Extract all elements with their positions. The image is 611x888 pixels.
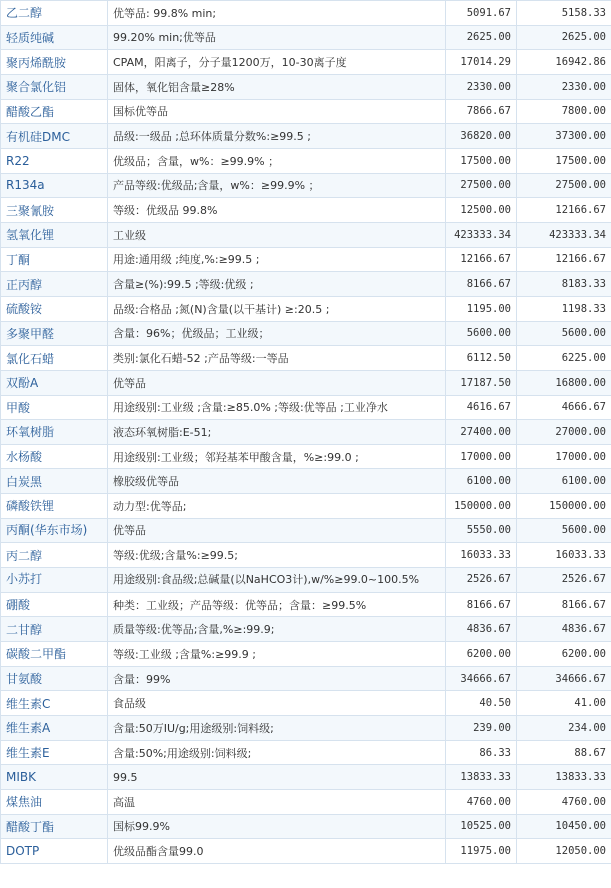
table-row — [1, 74, 611, 99]
table-row — [1, 420, 611, 445]
table-row — [1, 222, 611, 247]
product-name: 醋酸丁酯 — [1, 814, 108, 839]
product-name: 维生素A — [1, 716, 108, 741]
price-current: 16033.33 — [517, 543, 611, 568]
table-row — [1, 99, 611, 124]
table-row — [1, 395, 611, 420]
price-previous: 11975.00 — [446, 839, 517, 864]
table-row — [1, 617, 611, 642]
product-spec: 用途:通用级 ;纯度,%:≥99.5 ; — [108, 247, 446, 272]
product-spec: 用途级别:食品级;总碱量(以NaHCO3计),w/%≥99.0~100.5% — [108, 568, 446, 593]
price-previous: 7866.67 — [446, 99, 517, 124]
product-spec: 含量≥(%):99.5 ;等级:优级 ; — [108, 272, 446, 297]
price-current: 2526.67 — [517, 568, 611, 593]
price-current: 4666.67 — [517, 395, 611, 420]
product-name: 甲酸 — [1, 395, 108, 420]
table-row — [1, 765, 611, 790]
price-previous: 4836.67 — [446, 617, 517, 642]
price-previous: 17014.29 — [446, 50, 517, 75]
price-current: 423333.34 — [517, 222, 611, 247]
product-spec: 工业级 — [108, 222, 446, 247]
table-row — [1, 173, 611, 198]
product-name: 二甘醇 — [1, 617, 108, 642]
product-name: 环氧树脂 — [1, 420, 108, 445]
product-name: 甘氨酸 — [1, 666, 108, 691]
product-spec: 质量等级:优等品;含量,%≥:99.9; — [108, 617, 446, 642]
product-spec: 优等品 — [108, 370, 446, 395]
price-previous: 17500.00 — [446, 148, 517, 173]
table-row — [1, 518, 611, 543]
price-previous: 10525.00 — [446, 814, 517, 839]
price-previous: 12500.00 — [446, 198, 517, 223]
product-spec: CPAM，阳离子，分子量1200万，10-30离子度 — [108, 50, 446, 75]
price-previous: 150000.00 — [446, 494, 517, 519]
price-previous: 2330.00 — [446, 74, 517, 99]
table-row — [1, 716, 611, 741]
table-row — [1, 666, 611, 691]
product-spec: 含量：96%；优级品；工业级； — [108, 321, 446, 346]
price-current: 234.00 — [517, 716, 611, 741]
price-previous: 5091.67 — [446, 1, 517, 26]
price-current: 12166.67 — [517, 247, 611, 272]
price-previous: 2526.67 — [446, 568, 517, 593]
price-current: 37300.00 — [517, 124, 611, 149]
product-spec: 含量:50万IU/g;用途级别:饲料级; — [108, 716, 446, 741]
product-name: 煤焦油 — [1, 790, 108, 815]
price-previous: 34666.67 — [446, 666, 517, 691]
table-row — [1, 740, 611, 765]
price-current: 6100.00 — [517, 469, 611, 494]
price-current: 17500.00 — [517, 148, 611, 173]
product-spec: 含量：99% — [108, 666, 446, 691]
price-previous: 40.50 — [446, 691, 517, 716]
product-name: 丙酮(华东市场) — [1, 518, 108, 543]
price-current: 27500.00 — [517, 173, 611, 198]
table-row — [1, 790, 611, 815]
product-spec: 用途级别:工业级 ;含量:≥85.0% ;等级:优等品 ;工业净水 — [108, 395, 446, 420]
price-current: 12050.00 — [517, 839, 611, 864]
product-spec: 橡胶级优等品 — [108, 469, 446, 494]
price-previous: 27500.00 — [446, 173, 517, 198]
product-name: 双酚A — [1, 370, 108, 395]
price-previous: 4616.67 — [446, 395, 517, 420]
table-row — [1, 25, 611, 50]
price-previous: 86.33 — [446, 740, 517, 765]
table-row — [1, 321, 611, 346]
product-spec: 品级:一级品 ;总环体质量分数%:≥99.5 ; — [108, 124, 446, 149]
price-current: 4836.67 — [517, 617, 611, 642]
price-current: 12166.67 — [517, 198, 611, 223]
product-spec: 优级品；含量，w%：≥99.9% ； — [108, 148, 446, 173]
table-row — [1, 370, 611, 395]
table-row — [1, 691, 611, 716]
price-current: 150000.00 — [517, 494, 611, 519]
product-name: MIBK — [1, 765, 108, 790]
price-current: 27000.00 — [517, 420, 611, 445]
table-row — [1, 198, 611, 223]
table-row — [1, 642, 611, 667]
product-name: DOTP — [1, 839, 108, 864]
product-name: 维生素C — [1, 691, 108, 716]
price-previous: 5600.00 — [446, 321, 517, 346]
price-current: 6200.00 — [517, 642, 611, 667]
price-previous: 6200.00 — [446, 642, 517, 667]
table-row — [1, 814, 611, 839]
product-name: 硫酸铵 — [1, 296, 108, 321]
table-row — [1, 124, 611, 149]
product-spec: 固体，氧化铝含量≥28% — [108, 74, 446, 99]
product-spec: 种类：工业级；产品等级：优等品；含量：≥99.5% — [108, 592, 446, 617]
price-previous: 17187.50 — [446, 370, 517, 395]
price-current: 10450.00 — [517, 814, 611, 839]
table-row — [1, 568, 611, 593]
product-name: 正丙醇 — [1, 272, 108, 297]
price-current: 5158.33 — [517, 1, 611, 26]
product-name: 醋酸乙酯 — [1, 99, 108, 124]
table-row — [1, 247, 611, 272]
product-spec: 类别:氯化石蜡-52 ;产品等级:一等品 — [108, 346, 446, 371]
product-spec: 优等品 — [108, 518, 446, 543]
product-spec: 99.5 — [108, 765, 446, 790]
price-current: 2625.00 — [517, 25, 611, 50]
product-spec: 高温 — [108, 790, 446, 815]
table-row — [1, 444, 611, 469]
price-current: 41.00 — [517, 691, 611, 716]
price-current: 1198.33 — [517, 296, 611, 321]
price-current: 6225.00 — [517, 346, 611, 371]
product-spec: 含量:50%;用途级别:饲料级; — [108, 740, 446, 765]
table-row — [1, 469, 611, 494]
price-previous: 17000.00 — [446, 444, 517, 469]
product-name: 磷酸铁锂 — [1, 494, 108, 519]
price-previous: 27400.00 — [446, 420, 517, 445]
price-current: 8166.67 — [517, 592, 611, 617]
table-row — [1, 272, 611, 297]
table-row — [1, 494, 611, 519]
product-spec: 动力型:优等品; — [108, 494, 446, 519]
price-current: 17000.00 — [517, 444, 611, 469]
product-name: 水杨酸 — [1, 444, 108, 469]
product-spec: 国标99.9% — [108, 814, 446, 839]
product-spec: 等级：优级品 99.8% — [108, 198, 446, 223]
product-spec: 品级:合格品 ;氮(N)含量(以干基计) ≥:20.5 ; — [108, 296, 446, 321]
product-name: 白炭黑 — [1, 469, 108, 494]
price-previous: 239.00 — [446, 716, 517, 741]
product-name: 多聚甲醛 — [1, 321, 108, 346]
product-name: 氯化石蜡 — [1, 346, 108, 371]
product-name: R134a — [1, 173, 108, 198]
price-previous: 16033.33 — [446, 543, 517, 568]
table-row — [1, 543, 611, 568]
table-row — [1, 592, 611, 617]
price-previous: 8166.67 — [446, 272, 517, 297]
price-current: 34666.67 — [517, 666, 611, 691]
price-current: 13833.33 — [517, 765, 611, 790]
product-name: 碳酸二甲酯 — [1, 642, 108, 667]
price-previous: 13833.33 — [446, 765, 517, 790]
price-previous: 5550.00 — [446, 518, 517, 543]
product-spec: 液态环氧树脂:E-51; — [108, 420, 446, 445]
product-spec: 99.20% min;优等品 — [108, 25, 446, 50]
price-current: 2330.00 — [517, 74, 611, 99]
table-row — [1, 50, 611, 75]
product-spec: 等级:优级;含量%:≥99.5; — [108, 543, 446, 568]
product-name: 聚丙烯酰胺 — [1, 50, 108, 75]
product-spec: 食品级 — [108, 691, 446, 716]
price-current: 5600.00 — [517, 518, 611, 543]
price-previous: 1195.00 — [446, 296, 517, 321]
price-current: 4760.00 — [517, 790, 611, 815]
price-previous: 2625.00 — [446, 25, 517, 50]
product-name: 丁酮 — [1, 247, 108, 272]
table-row — [1, 296, 611, 321]
price-table-body — [1, 1, 611, 864]
product-name: 丙二醇 — [1, 543, 108, 568]
price-previous: 8166.67 — [446, 592, 517, 617]
price-previous: 6112.50 — [446, 346, 517, 371]
product-name: 硼酸 — [1, 592, 108, 617]
price-current: 5600.00 — [517, 321, 611, 346]
table-row — [1, 148, 611, 173]
price-current: 8183.33 — [517, 272, 611, 297]
product-name: 小苏打 — [1, 568, 108, 593]
product-spec: 优等品: 99.8% min; — [108, 1, 446, 26]
price-previous: 4760.00 — [446, 790, 517, 815]
price-previous: 12166.67 — [446, 247, 517, 272]
price-previous: 423333.34 — [446, 222, 517, 247]
price-previous: 6100.00 — [446, 469, 517, 494]
table-row — [1, 346, 611, 371]
product-name: R22 — [1, 148, 108, 173]
price-current: 88.67 — [517, 740, 611, 765]
price-current: 16942.86 — [517, 50, 611, 75]
product-spec: 产品等级:优级品;含量，w%：≥99.9% ； — [108, 173, 446, 198]
product-name: 轻质纯碱 — [1, 25, 108, 50]
table-row — [1, 1, 611, 26]
product-spec: 等级:工业级 ;含量%:≥99.9 ; — [108, 642, 446, 667]
price-previous: 36820.00 — [446, 124, 517, 149]
table-row — [1, 839, 611, 864]
price-current: 7800.00 — [517, 99, 611, 124]
product-name: 三聚氰胺 — [1, 198, 108, 223]
product-spec: 优级品酯含量99.0 — [108, 839, 446, 864]
price-current: 16800.00 — [517, 370, 611, 395]
product-name: 有机硅DMC — [1, 124, 108, 149]
product-name: 维生素E — [1, 740, 108, 765]
product-name: 乙二醇 — [1, 1, 108, 26]
product-name: 聚合氯化铝 — [1, 74, 108, 99]
product-spec: 国标优等品 — [108, 99, 446, 124]
product-name: 氢氧化锂 — [1, 222, 108, 247]
product-spec: 用途级别:工业级；邻羟基苯甲酸含量，%≥:99.0 ; — [108, 444, 446, 469]
